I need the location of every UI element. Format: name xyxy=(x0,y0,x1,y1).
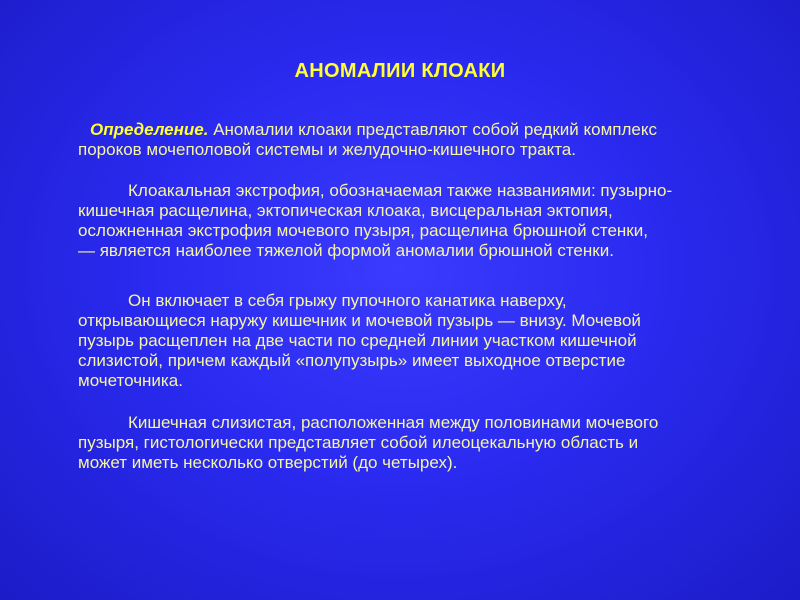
paragraph-line: мочеточника. xyxy=(78,371,183,390)
paragraph-line: пузыря, гистологически представляет собой илеоцекальную область и xyxy=(78,433,639,452)
paragraph-line: Клоакальная экстрофия, обозначаемая также названиями: пузырно- xyxy=(128,181,673,200)
paragraph-line: кишечная расщелина, эктопическая клоака, висцеральная эктопия, xyxy=(78,201,613,220)
definition-paragraph xyxy=(78,120,778,160)
paragraph-line: — является наиболее тяжелой формой аномалии брюшной стенки. xyxy=(78,241,614,260)
slide-title: АНОМАЛИИ КЛОАКИ xyxy=(294,60,506,82)
paragraph-line: Он включает в себя грыжу пупочного канатика наверху, xyxy=(128,291,567,310)
definition-text-rest: пороков мочеполовой системы и желудочно-кишечного тракта. xyxy=(78,140,576,159)
paragraph-line: Кишечная слизистая, расположенная между половинами мочевого xyxy=(128,413,659,432)
definition-text-first: Аномалии клоаки представляют собой редкий комплекс xyxy=(208,120,657,139)
paragraph-line: осложненная экстрофия мочевого пузыря, расщелина брюшной стенки, xyxy=(78,221,648,240)
paragraph-line: пузырь расщеплен на две части по средней линии участком кишечной xyxy=(78,331,637,350)
paragraph-line: открывающиеся наружу кишечник и мочевой пузырь — внизу. Мочевой xyxy=(78,311,641,330)
paragraph-line: слизистой, причем каждый «полупузырь» имеет выходное отверстие xyxy=(78,351,626,370)
paragraph-hernia xyxy=(78,291,778,391)
definition-term: Определение. xyxy=(90,120,209,139)
paragraph-line: может иметь несколько отверстий (до четырех). xyxy=(78,453,458,472)
paragraph-cloacal-exstrophy xyxy=(78,181,778,261)
paragraph-mucosa xyxy=(78,413,778,473)
